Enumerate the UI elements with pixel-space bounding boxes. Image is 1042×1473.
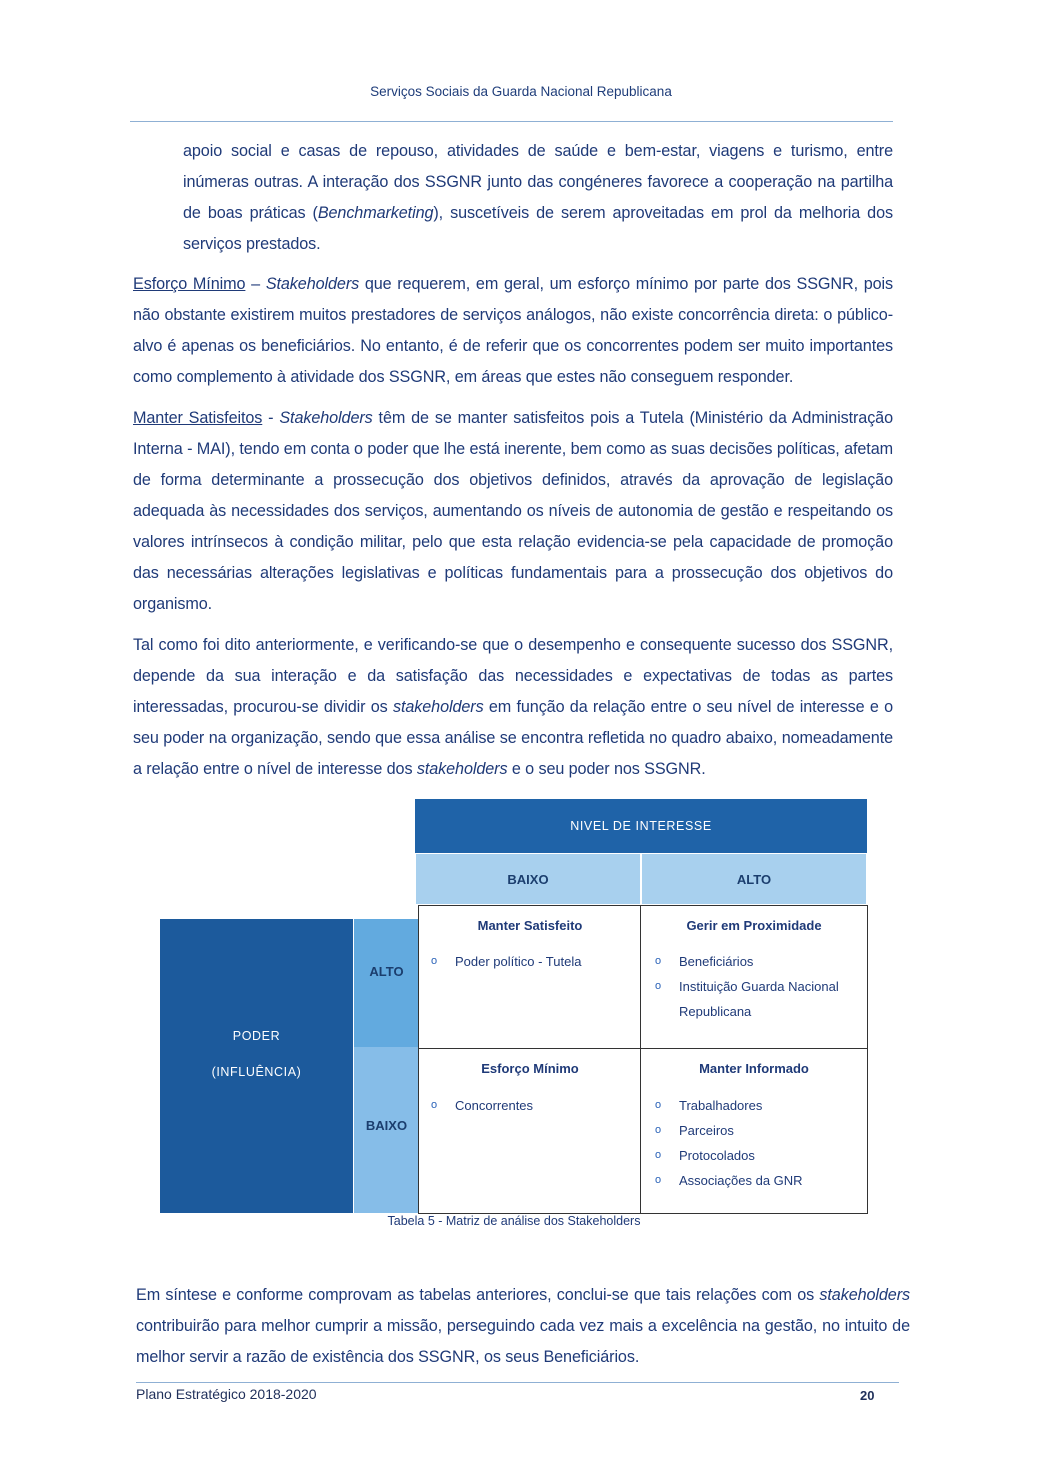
table-caption: Tabela 5 - Matriz de análise dos Stakeholders: [387, 1214, 641, 1228]
dash: –: [245, 275, 266, 293]
italic-term: stakeholders: [416, 760, 508, 778]
list-item: o Concorrentes: [431, 1093, 631, 1118]
paragraph-esforco-minimo: [133, 269, 893, 393]
interest-level-header: NIVEL DE INTERESSE: [415, 799, 867, 853]
paragraph-text: apoio social e casas de repouso, atividades de saúde e bem-estar, viagens e turismo, entre inúmeras outras. A interação dos SSGNR junto das congéneres favorece a cooperação na partilha de boas práticas (: [183, 142, 893, 222]
footer-document-title: Plano Estratégico 2018-2020: [136, 1386, 317, 1402]
paragraph-text: Em síntese e conforme comprovam as tabelas anteriores, conclui-se que tais relações com os: [136, 1286, 820, 1304]
paragraph-text: têm de se manter satisfeitos pois a Tutela (Ministério da Administração Interna - MAI), tendo em conta o poder que lhe está inerente, bem como as suas decisões políticas, afetam de forma determinante a prossecução dos objetivos definidos, através da aprovação de legislação adequada às necessidades dos serviços, aumentando os níveis de autonomia de gestão e respeitando os valores intrínsecos à condição militar, pelo que esta relação evidencia-se pela capacidade de promoção das necessárias alterações legislativas e políticas fundamentais para a prossecução dos objetivos do organismo.: [133, 409, 893, 613]
quadrant-list: [655, 949, 860, 1024]
power-header: [160, 919, 353, 1213]
list-item: o Beneficiários: [655, 949, 860, 974]
power-label: PODER: [232, 1029, 281, 1043]
quadrant-title: Manter Informado: [699, 1061, 809, 1076]
paragraph-conclusion: [136, 1280, 910, 1373]
list-item: o Poder político - Tutela: [431, 949, 631, 974]
list-item: o Trabalhadores: [655, 1093, 860, 1118]
list-item: o Parceiros: [655, 1118, 860, 1143]
quadrant-manter-informado: [640, 1048, 868, 1214]
section-label: Manter Satisfeitos: [133, 409, 263, 427]
power-sublabel: (INFLUÊNCIA): [211, 1065, 302, 1079]
list-item: o Protocolados: [655, 1143, 860, 1168]
page-header-title: Serviços Sociais da Guarda Nacional Republicana: [370, 84, 672, 99]
paragraph-text: Tal como foi dito anteriormente, e verificando-se que o desempenho e consequente sucesso dos SSGNR, depende da sua interação e da satisfação das necessidades e expectativas de todas as partes interessadas, procurou-se dividir os: [133, 636, 893, 716]
italic-term: Stakeholders: [279, 409, 373, 427]
paragraph-manter-satisfeitos: [133, 403, 893, 620]
quadrant-list: [655, 1093, 860, 1193]
power-low-label: BAIXO: [365, 1118, 408, 1133]
page-number: 20: [860, 1388, 875, 1403]
paragraph-stakeholder-division: [133, 630, 893, 785]
quadrant-list: [431, 1093, 631, 1118]
quadrant-gerir-em-proximidade: [640, 905, 868, 1049]
footer-divider: [136, 1382, 899, 1383]
list-item: o Associações da GNR: [655, 1168, 860, 1193]
paragraph-text: ), suscetíveis de serem aproveitadas em prol da melhoria dos serviços prestados.: [183, 204, 893, 253]
italic-term: Benchmarketing: [317, 204, 434, 222]
paragraph-text: em função da relação entre o seu nível de interesse e o seu poder na organização, sendo que essa análise se encontra refletida no quadro abaixo, nomeadamente a relação entre o nível de interesse dos: [133, 698, 893, 778]
italic-term: Stakeholders: [265, 275, 360, 293]
paragraph-text: que requerem, em geral, um esforço mínimo por parte dos SSGNR, pois não obstante existirem muitos prestadores de serviços análogos, não existe concorrência direta: o público-alvo é apenas os beneficiários. No entanto, é de referir que os concorrentes podem ser muito importantes como complemento à atividade dos SSGNR, em áreas que estes não conseguem responder.: [133, 275, 894, 386]
italic-term: stakeholders: [819, 1286, 910, 1304]
quadrant-title: Esforço Mínimo: [481, 1061, 579, 1076]
quadrant-title: Gerir em Proximidade: [686, 918, 822, 933]
header-divider: [130, 121, 893, 122]
quadrant-manter-satisfeito: [418, 905, 642, 1049]
interest-high-header: ALTO: [641, 853, 867, 905]
quadrant-list: [431, 949, 631, 974]
italic-term: stakeholders: [392, 698, 484, 716]
list-item: o Instituição Guarda Nacional Republicana: [655, 974, 860, 1024]
section-label: Esforço Mínimo: [133, 275, 246, 293]
paragraph-text: contribuirão para melhor cumprir a missão, perseguindo cada vez mais a excelência na gestão, no intuito de melhor servir a razão de existência dos SSGNR, os seus Beneficiários.: [136, 1317, 910, 1366]
dash: -: [262, 409, 280, 427]
interest-low-header: BAIXO: [415, 853, 641, 905]
paragraph-benchmarketing: [183, 136, 893, 260]
quadrant-esforco-minimo: [418, 1048, 642, 1214]
paragraph-text: e o seu poder nos SSGNR.: [507, 760, 706, 778]
power-high-header: [353, 919, 418, 1047]
power-high-label: ALTO: [369, 964, 404, 979]
quadrant-title: Manter Satisfeito: [477, 918, 583, 933]
power-low-header: [353, 1047, 418, 1213]
